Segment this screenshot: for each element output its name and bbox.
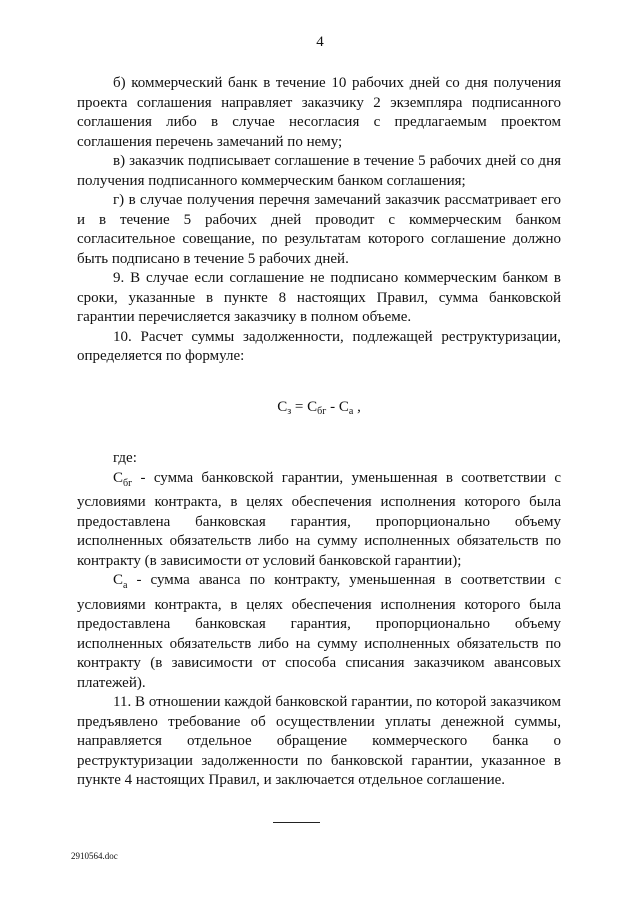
- paragraph-11: 11. В отношении каждой банковской гарантии, по которой заказчиком предъявлено требование об осуществлении уплаты денежной суммы, направляется отдельное обращение коммерческого банка о реструктуризации задолженности по банковской гарантии, указанное в пункте 4 настоящих Правил, и заключается отдельное соглашение.: [77, 694, 561, 788]
- paragraph-9: 9. В случае если соглашение не подписано коммерческим банком в сроки, указанные в пункте 8 настоящих Правил, сумма банковской гарантии перечисляется заказчику в полном объеме.: [77, 270, 561, 325]
- where-label: где:: [113, 450, 137, 466]
- formula-term2-symbol: С: [338, 398, 349, 415]
- definition-advance-symbol: С: [113, 572, 124, 588]
- definition-advance: [77, 571, 561, 693]
- formula-equals: =: [291, 398, 308, 415]
- formula-lhs-subscript: з: [287, 405, 292, 417]
- formula-term1-subscript: бг: [317, 405, 327, 417]
- paragraph-10: 10. Расчет суммы задолженности, подлежащей реструктуризации, определяется по формуле:: [77, 328, 561, 364]
- debt-formula: [77, 398, 561, 418]
- paragraph-v: в) заказчик подписывает соглашение в течение 5 рабочих дней со дня получения подписанного коммерческим банком соглашения;: [77, 153, 561, 189]
- document-body: [77, 74, 561, 791]
- formula-lhs-symbol: С: [277, 398, 288, 415]
- paragraph-b: б) коммерческий банк в течение 10 рабочих дней со дня получения проекта соглашения направляет заказчику 2 экземпляра подписанного соглашения либо в случае несогласия с предлагаемым проектом соглашения перечень замечаний по нему;: [77, 75, 561, 150]
- formula-minus: -: [326, 398, 339, 415]
- definition-guarantee-symbol: С: [113, 469, 124, 486]
- end-separator-line: [273, 822, 320, 823]
- formula-term1-symbol: С: [307, 398, 318, 415]
- definition-guarantee: [77, 469, 561, 572]
- definition-guarantee-subscript: бг: [123, 477, 133, 489]
- paragraph-g: г) в случае получения перечня замечаний заказчик рассматривает его и в течение 5 рабочих дней проводит с коммерческим банком согласительное совещание, по результатам которого соглашение должно быть подписано в течение 5 рабочих дней.: [77, 192, 561, 267]
- formula-tail: ,: [353, 398, 361, 415]
- document-filename: 2910564.doc: [71, 851, 118, 861]
- page-number: 4: [316, 34, 324, 50]
- definition-guarantee-text: - сумма банковской гарантии, уменьшенная в соответствии с условиями контракта, в целях обеспечения исполнения которого была предоставлена банковская гарантия, пропорционально объему исполненных обязательств либо на сумму исполненных обязательств по контракту (в зависимости от условий банковской гарантии);: [77, 469, 561, 569]
- formula-term2-subscript: а: [348, 405, 354, 417]
- definition-advance-text: - сумма аванса по контракту, уменьшенная в соответствии с условиями контракта, в целях обеспечения исполнения которого была предоставлена банковская гарантия, пропорционально объему исполненных обязательств либо на сумму исполненных обязательств по контракту (в зависимости от способа списания заказчиком авансовых платежей).: [77, 572, 561, 691]
- definition-advance-subscript: а: [123, 580, 128, 591]
